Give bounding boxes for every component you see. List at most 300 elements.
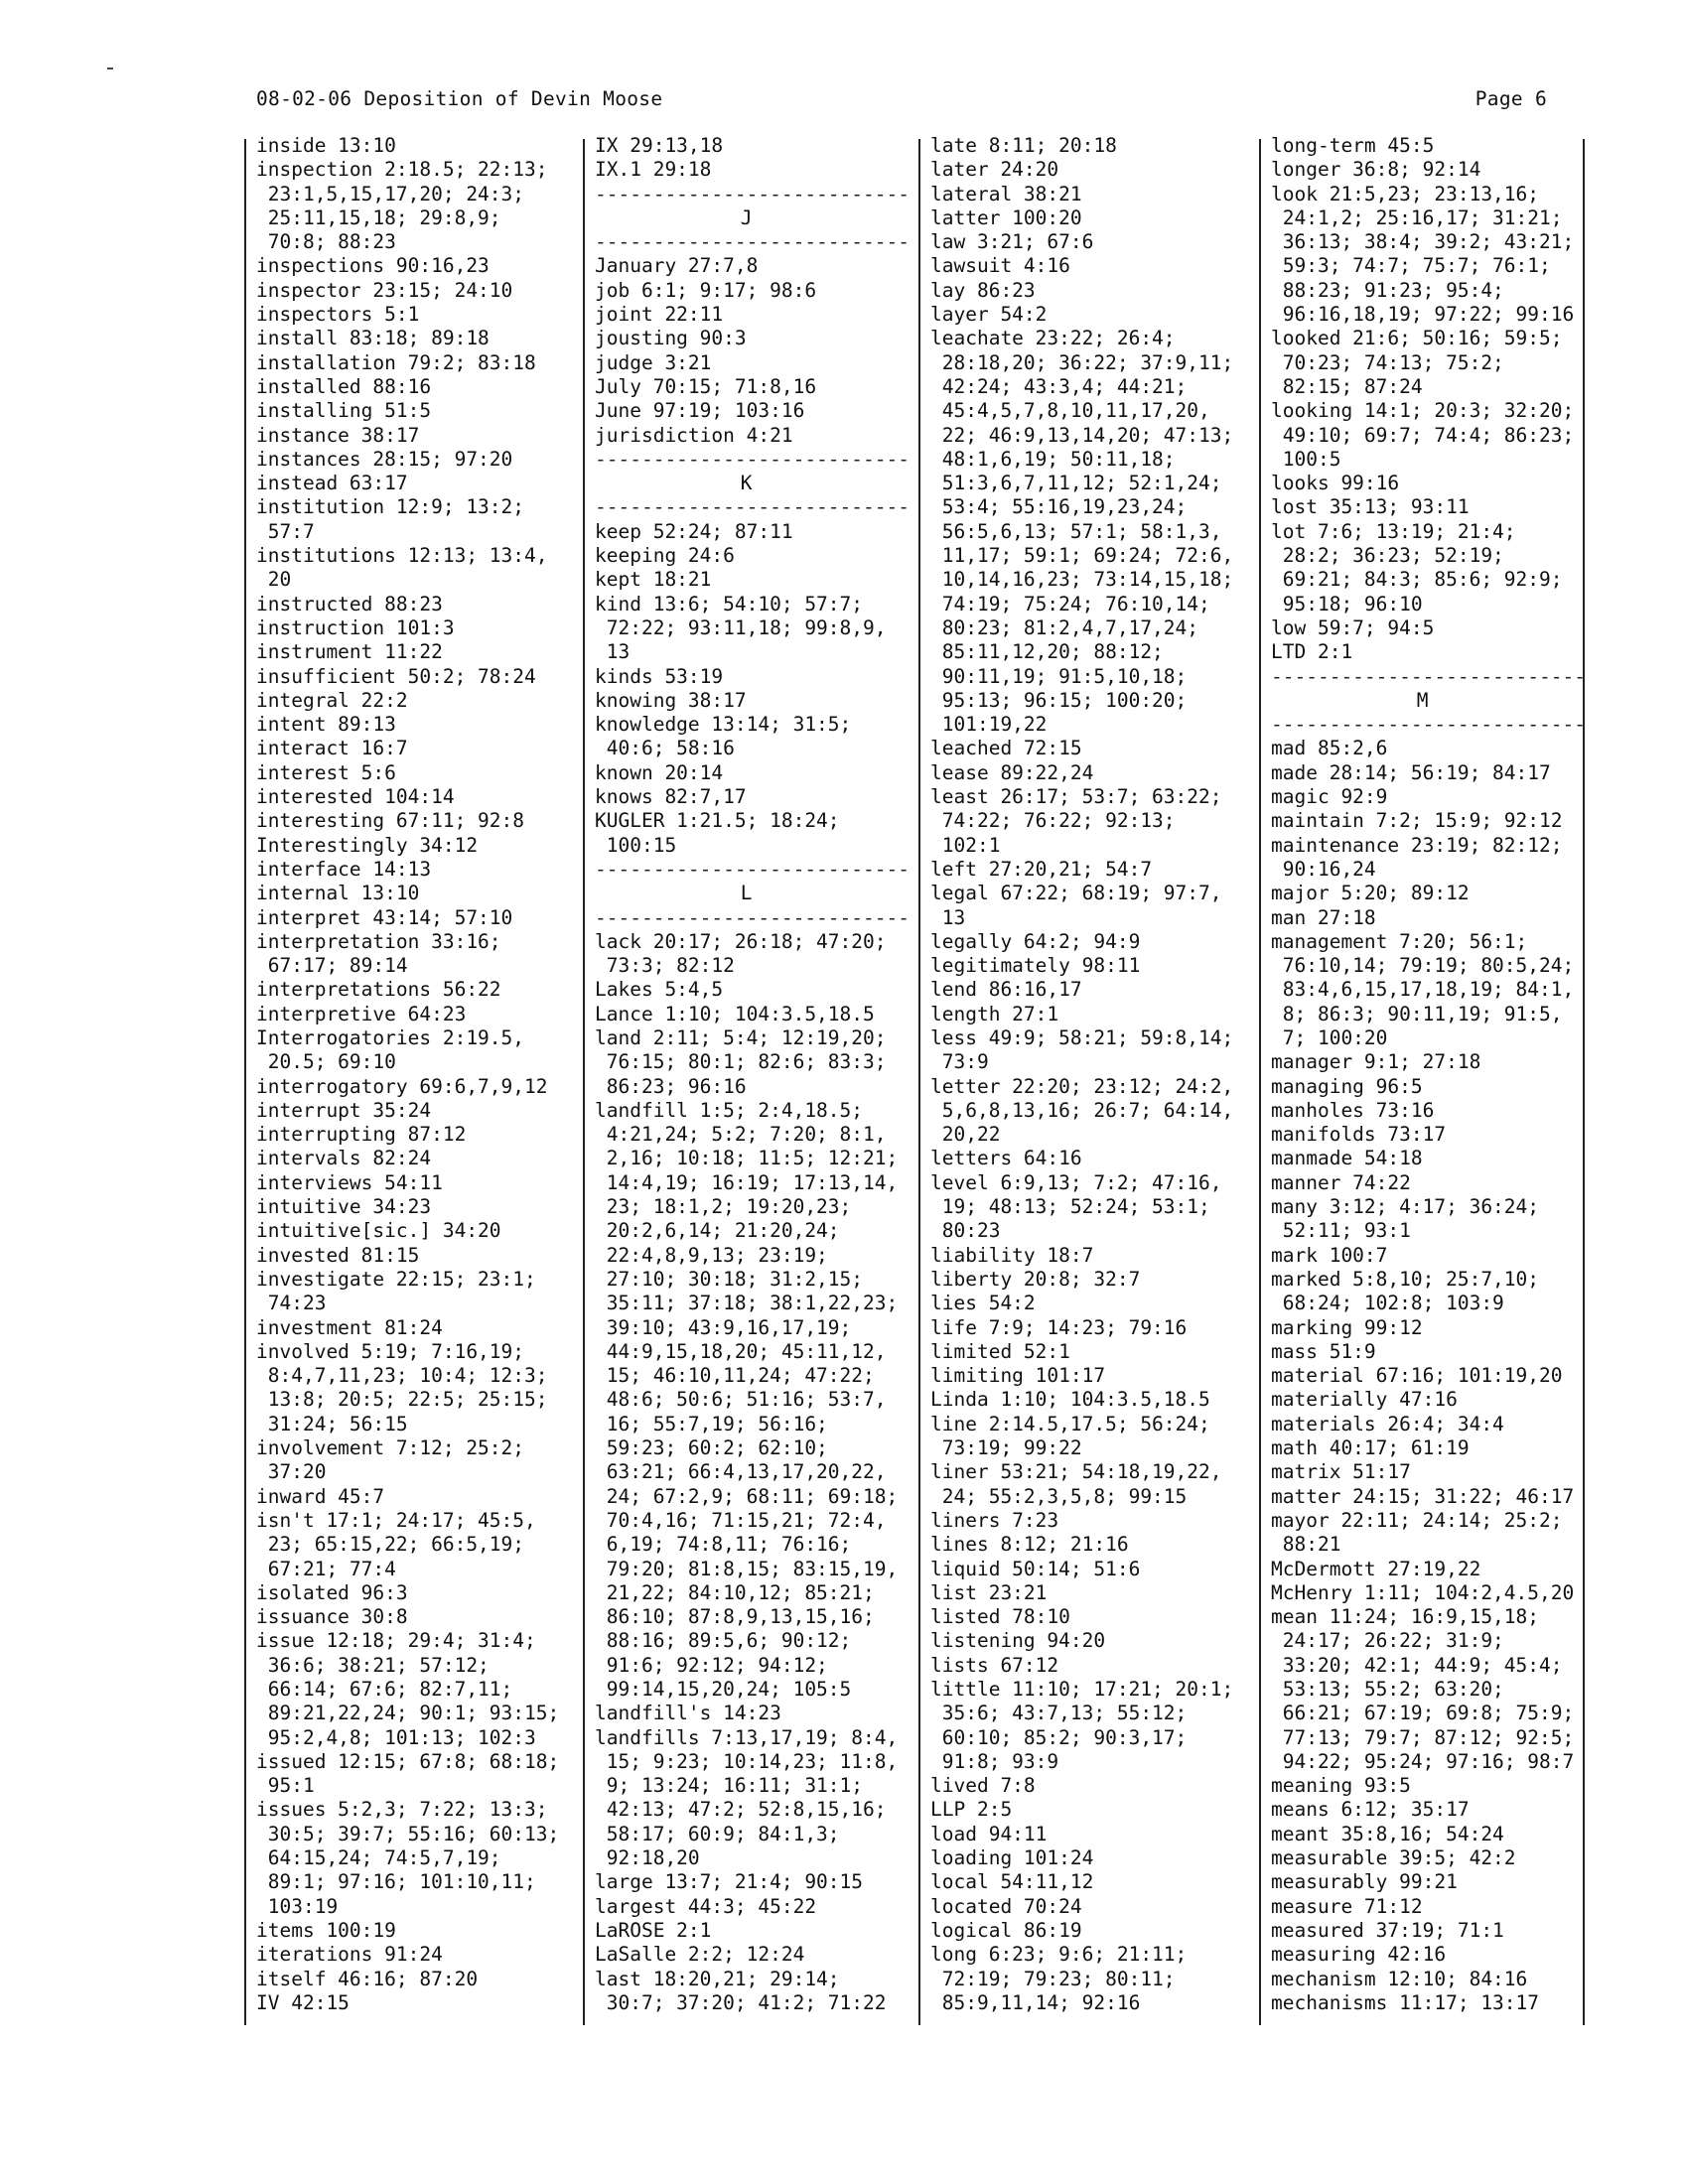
index-entry: longer 36:8; 92:14 [1271, 158, 1481, 182]
index-entry: legal 67:22; 68:19; 97:7, [930, 882, 1222, 905]
index-entry: issues 5:2,3; 7:22; 13:3; [256, 1798, 548, 1822]
section-letter: K [740, 472, 753, 495]
index-entry: 56:5,6,13; 57:1; 58:1,3, [930, 519, 1222, 543]
index-entry: iterations 91:24 [256, 1943, 443, 1967]
index-entry: 30:5; 39:7; 55:16; 60:13; [256, 1822, 560, 1845]
index-entry: 76:10,14; 79:19; 80:5,24; [1271, 954, 1575, 978]
index-entry: mean 11:24; 16:9,15,18; [1271, 1605, 1540, 1629]
index-entry: manholes 73:16 [1271, 1098, 1435, 1122]
index-entry: material 67:16; 101:19,20 [1271, 1364, 1563, 1388]
index-entry: 53:4; 55:16,19,23,24; [930, 495, 1188, 519]
index-entry: 67:21; 77:4 [256, 1557, 396, 1580]
index-entry: McDermott 27:19,22 [1271, 1557, 1481, 1580]
index-entry: manner 74:22 [1271, 1170, 1411, 1194]
index-entry: isolated 96:3 [256, 1580, 408, 1604]
index-entry: installing 51:5 [256, 399, 432, 423]
index-entry: 8:4,7,11,23; 10:4; 12:3; [256, 1364, 548, 1388]
index-entry: instruction 101:3 [256, 615, 455, 639]
index-entry: installation 79:2; 83:18 [256, 350, 536, 374]
index-entry: installed 88:16 [256, 374, 432, 398]
index-entry: matter 24:15; 31:22; 46:17 [1271, 1484, 1575, 1508]
index-entry: lawsuit 4:16 [930, 254, 1070, 278]
index-entry: lack 20:17; 26:18; 47:20; [595, 929, 887, 953]
index-entry: 24:17; 26:22; 31:9; [1271, 1629, 1504, 1653]
index-entry: landfills 7:13,17,19; 8:4, [595, 1725, 899, 1749]
index-entry: managing 96:5 [1271, 1074, 1423, 1098]
index-entry: 20.5; 69:10 [256, 1050, 396, 1074]
index-entry: 67:17; 89:14 [256, 954, 408, 978]
index-entry: 11,17; 59:1; 69:24; 72:6, [930, 544, 1234, 568]
index-entry: known 20:14 [595, 760, 724, 784]
index-entry: 22; 46:9,13,14,20; 47:13; [930, 423, 1234, 447]
index-entry: management 7:20; 56:1; [1271, 929, 1528, 953]
index-entry: less 49:9; 58:21; 59:8,14; [930, 1025, 1234, 1049]
index-entry: 83:4,6,15,17,18,19; 84:1, [1271, 978, 1575, 1002]
index-entry: LTD 2:1 [1271, 640, 1353, 664]
index-entry: 74:22; 76:22; 92:13; [930, 809, 1176, 833]
index-entry: interact 16:7 [256, 737, 408, 760]
index-entry: 6,19; 74:8,11; 76:16; [595, 1533, 852, 1557]
index-entry: lateral 38:21 [930, 182, 1082, 205]
index-entry: magic 92:9 [1271, 785, 1388, 809]
index-entry: 20 [256, 568, 292, 592]
index-entry: mark 100:7 [1271, 1243, 1388, 1267]
index-entry: 25:11,15,18; 29:8,9; [256, 205, 501, 229]
index-entry: mechanisms 11:17; 13:17 [1271, 1990, 1540, 2014]
index-entry: looked 21:6; 50:16; 59:5; [1271, 327, 1563, 350]
index-entry: itself 46:16; 87:20 [256, 1967, 479, 1990]
index-entry: 35:11; 37:18; 38:1,22,23; [595, 1292, 899, 1315]
index-entry: 59:23; 60:2; 62:10; [595, 1436, 828, 1460]
index-entry: load 94:11 [930, 1822, 1048, 1845]
index-entry: 73:3; 82:12 [595, 954, 735, 978]
index-entry: least 26:17; 53:7; 63:22; [930, 785, 1222, 809]
index-entry: 31:24; 56:15 [256, 1412, 408, 1435]
index-entry: 73:19; 99:22 [930, 1436, 1082, 1460]
index-entry: LLP 2:5 [930, 1798, 1013, 1822]
column-divider [918, 139, 920, 2025]
index-entry: marking 99:12 [1271, 1315, 1423, 1339]
index-entry: 80:23 [930, 1219, 1001, 1243]
index-entry: 42:13; 47:2; 52:8,15,16; [595, 1798, 887, 1822]
index-entry: lay 86:23 [930, 278, 1036, 302]
index-entry: 20:2,6,14; 21:20,24; [595, 1219, 840, 1243]
index-entry: 85:11,12,20; 88:12; [930, 640, 1164, 664]
index-entry: KUGLER 1:21.5; 18:24; [595, 809, 840, 833]
index-entry: major 5:20; 89:12 [1271, 882, 1470, 905]
index-entry: 33:20; 42:1; 44:9; 45:4; [1271, 1653, 1563, 1677]
index-entry: 100:5 [1271, 447, 1341, 471]
index-entry: 72:22; 93:11,18; 99:8,9, [595, 615, 887, 639]
index-entry: 91:6; 92:12; 94:12; [595, 1653, 828, 1677]
index-entry: manmade 54:18 [1271, 1147, 1423, 1170]
index-entry: insufficient 50:2; 78:24 [256, 664, 536, 688]
section-separator: --------------------------- [595, 495, 910, 519]
index-entry: 9; 13:24; 16:11; 31:1; [595, 1774, 864, 1798]
index-entry: interest 5:6 [256, 760, 396, 784]
index-entry: made 28:14; 56:19; 84:17 [1271, 760, 1551, 784]
page-number: Page 6 [1474, 87, 1547, 110]
index-entry: McHenry 1:11; 104:2,4.5,20 [1271, 1580, 1575, 1604]
index-entry: 49:10; 69:7; 74:4; 86:23; [1271, 423, 1575, 447]
index-entry: 15; 46:10,11,24; 47:22; [595, 1364, 875, 1388]
index-entry: materially 47:16 [1271, 1388, 1458, 1412]
index-entry: items 100:19 [256, 1918, 396, 1942]
index-entry: 66:21; 67:19; 69:8; 75:9; [1271, 1702, 1575, 1725]
index-entry: 70:23; 74:13; 75:2; [1271, 350, 1504, 374]
index-entry: 13 [930, 905, 966, 929]
index-entry: math 40:17; 61:19 [1271, 1436, 1470, 1460]
index-entry: Lakes 5:4,5 [595, 978, 724, 1002]
index-entry: 74:19; 75:24; 76:10,14; [930, 592, 1210, 615]
index-entry: 95:2,4,8; 101:13; 102:3 [256, 1725, 536, 1749]
index-entry: kept 18:21 [595, 568, 712, 592]
index-entry: intervals 82:24 [256, 1147, 432, 1170]
index-entry: limited 52:1 [930, 1339, 1070, 1363]
index-entry: 13 [595, 640, 631, 664]
index-entry: land 2:11; 5:4; 12:19,20; [595, 1025, 887, 1049]
index-entry: lists 67:12 [930, 1653, 1059, 1677]
index-entry: large 13:7; 21:4; 90:15 [595, 1870, 864, 1894]
index-entry: instructed 88:23 [256, 592, 443, 615]
index-entry: mayor 22:11; 24:14; 25:2; [1271, 1508, 1563, 1532]
index-entry: interpretation 33:16; [256, 929, 501, 953]
index-entry: 40:6; 58:16 [595, 737, 735, 760]
document-title: 08-02-06 Deposition of Devin Moose [256, 87, 663, 110]
index-entry: 15; 9:23; 10:14,23; 11:8, [595, 1749, 899, 1773]
index-entry: inspection 2:18.5; 22:13; [256, 158, 548, 182]
index-entry: landfill's 14:23 [595, 1702, 781, 1725]
index-entry: means 6:12; 35:17 [1271, 1798, 1470, 1822]
index-entry: maintenance 23:19; 82:12; [1271, 833, 1563, 857]
index-entry: 76:15; 80:1; 82:6; 83:3; [595, 1050, 887, 1074]
index-entry: 90:16,24 [1271, 857, 1376, 881]
section-separator: --------------------------- [595, 182, 910, 205]
index-entry: interviews 54:11 [256, 1170, 443, 1194]
index-entry: largest 44:3; 45:22 [595, 1894, 817, 1918]
index-entry: 88:23; 91:23; 95:4; [1271, 278, 1504, 302]
index-entry: issue 12:18; 29:4; 31:4; [256, 1629, 536, 1653]
index-entry: judge 3:21 [595, 350, 712, 374]
index-entry: intent 89:13 [256, 713, 396, 737]
index-entry: inward 45:7 [256, 1484, 385, 1508]
index-entry: 82:15; 87:24 [1271, 374, 1423, 398]
index-entry: Interrogatories 2:19.5, [256, 1025, 525, 1049]
index-entry: lost 35:13; 93:11 [1271, 495, 1470, 519]
index-entry: 70:8; 88:23 [256, 230, 396, 254]
index-entry: 19; 48:13; 52:24; 53:1; [930, 1195, 1210, 1219]
index-entry: letters 64:16 [930, 1147, 1082, 1170]
index-entry: 70:4,16; 71:15,21; 72:4, [595, 1508, 887, 1532]
column-divider [583, 139, 585, 2025]
index-entry: 4:21,24; 5:2; 7:20; 8:1, [595, 1123, 887, 1147]
index-entry: law 3:21; 67:6 [930, 230, 1094, 254]
section-separator: --------------------------- [595, 230, 910, 254]
index-entry: joint 22:11 [595, 303, 724, 327]
section-separator: --------------------------- [595, 905, 910, 929]
index-entry: 79:20; 81:8,15; 83:15,19, [595, 1557, 899, 1580]
index-entry: maintain 7:2; 15:9; 92:12 [1271, 809, 1563, 833]
index-entry: 21,22; 84:10,12; 85:21; [595, 1580, 875, 1604]
index-entry: last 18:20,21; 29:14; [595, 1967, 840, 1990]
index-entry: knowledge 13:14; 31:5; [595, 713, 852, 737]
index-entry: manager 9:1; 27:18 [1271, 1050, 1481, 1074]
index-entry: keeping 24:6 [595, 544, 735, 568]
index-entry: 45:4,5,7,8,10,11,17,20, [930, 399, 1210, 423]
index-entry: jurisdiction 4:21 [595, 423, 793, 447]
index-entry: long-term 45:5 [1271, 134, 1435, 157]
index-entry: line 2:14.5,17.5; 56:24; [930, 1412, 1210, 1435]
index-entry: institutions 12:13; 13:4, [256, 544, 548, 568]
index-entry: mass 51:9 [1271, 1339, 1376, 1363]
index-entry: knowing 38:17 [595, 688, 747, 712]
index-entry: interpretations 56:22 [256, 978, 501, 1002]
index-entry: listed 78:10 [930, 1605, 1070, 1629]
index-entry: interface 14:13 [256, 857, 432, 881]
index-entry: 48:1,6,19; 50:11,18; [930, 447, 1176, 471]
index-entry: 102:1 [930, 833, 1001, 857]
index-entry: loading 101:24 [930, 1846, 1094, 1870]
index-entry: instance 38:17 [256, 423, 420, 447]
index-entry: 36:6; 38:21; 57:12; [256, 1653, 490, 1677]
index-entry: matrix 51:17 [1271, 1460, 1411, 1484]
index-entry: length 27:1 [930, 1002, 1059, 1025]
section-letter: L [740, 882, 753, 905]
index-entry: invested 81:15 [256, 1243, 420, 1267]
index-entry: 80:23; 81:2,4,7,17,24; [930, 615, 1199, 639]
index-entry: 89:21,22,24; 90:1; 93:15; [256, 1702, 560, 1725]
index-entry: instead 63:17 [256, 472, 408, 495]
index-entry: interrupt 35:24 [256, 1098, 432, 1122]
index-entry: liner 53:21; 54:18,19,22, [930, 1460, 1222, 1484]
index-entry: install 83:18; 89:18 [256, 327, 490, 350]
index-entry: 23; 65:15,22; 66:5,19; [256, 1533, 525, 1557]
index-entry: inspectors 5:1 [256, 303, 420, 327]
index-entry: legitimately 98:11 [930, 954, 1141, 978]
index-entry: lines 8:12; 21:16 [930, 1533, 1129, 1557]
index-entry: investment 81:24 [256, 1315, 443, 1339]
index-entry: 5,6,8,13,16; 26:7; 64:14, [930, 1098, 1234, 1122]
index-entry: leached 72:15 [930, 737, 1082, 760]
index-entry: 73:9 [930, 1050, 989, 1074]
index-column-2 [595, 134, 910, 2015]
column-divider [244, 139, 246, 2025]
index-entry: 85:9,11,14; 92:16 [930, 1990, 1141, 2014]
index-entry: 92:18,20 [595, 1846, 700, 1870]
section-separator: --------------------------- [1271, 713, 1586, 737]
index-entry: 20,22 [930, 1123, 1001, 1147]
index-entry: investigate 22:15; 23:1; [256, 1267, 536, 1291]
index-entry: institution 12:9; 13:2; [256, 495, 525, 519]
index-entry: 58:17; 60:9; 84:1,3; [595, 1822, 840, 1845]
index-entry: latter 100:20 [930, 205, 1082, 229]
index-entry: knows 82:7,17 [595, 785, 747, 809]
index-entry: logical 86:19 [930, 1918, 1082, 1942]
index-entry: 24; 67:2,9; 68:11; 69:18; [595, 1484, 899, 1508]
index-column-3 [930, 134, 1233, 2015]
index-entry: interpretive 64:23 [256, 1002, 467, 1025]
index-entry: measured 37:19; 71:1 [1271, 1918, 1504, 1942]
index-entry: isn't 17:1; 24:17; 45:5, [256, 1508, 536, 1532]
index-entry: 42:24; 43:3,4; 44:21; [930, 374, 1188, 398]
index-entry: 51:3,6,7,11,12; 52:1,24; [930, 472, 1222, 495]
index-entry: 100:15 [595, 833, 677, 857]
index-entry: IV 42:15 [256, 1990, 350, 2014]
index-entry: 37:20 [256, 1460, 327, 1484]
index-entry: 95:18; 96:10 [1271, 592, 1423, 615]
index-entry: man 27:18 [1271, 905, 1376, 929]
index-entry: level 6:9,13; 7:2; 47:16, [930, 1170, 1222, 1194]
index-entry: 2,16; 10:18; 11:5; 12:21; [595, 1147, 899, 1170]
index-entry: 57:7 [256, 519, 315, 543]
index-entry: 14:4,19; 16:19; 17:13,14, [595, 1170, 899, 1194]
index-entry: 24; 55:2,3,5,8; 99:15 [930, 1484, 1188, 1508]
index-entry: 64:15,24; 74:5,7,19; [256, 1846, 501, 1870]
index-entry: issued 12:15; 67:8; 68:18; [256, 1749, 560, 1773]
index-entry: life 7:9; 14:23; 79:16 [930, 1315, 1188, 1339]
index-entry: layer 54:2 [930, 303, 1048, 327]
index-entry: mad 85:2,6 [1271, 737, 1388, 760]
section-separator: --------------------------- [595, 447, 910, 471]
index-entry: internal 13:10 [256, 882, 420, 905]
index-entry: liners 7:23 [930, 1508, 1059, 1532]
index-entry: 86:23; 96:16 [595, 1074, 747, 1098]
index-entry: inside 13:10 [256, 134, 396, 157]
index-entry: 72:19; 79:23; 80:11; [930, 1967, 1176, 1990]
index-entry: 66:14; 67:6; 82:7,11; [256, 1678, 513, 1701]
index-entry: inspector 23:15; 24:10 [256, 278, 513, 302]
index-entry: 28:18,20; 36:22; 37:9,11; [930, 350, 1234, 374]
index-entry: 89:1; 97:16; 101:10,11; [256, 1870, 536, 1894]
index-entry: 103:19 [256, 1894, 339, 1918]
index-entry: 52:11; 93:1 [1271, 1219, 1411, 1243]
index-entry: located 70:24 [930, 1894, 1082, 1918]
index-entry: 86:10; 87:8,9,13,15,16; [595, 1605, 875, 1629]
index-entry: 96:16,18,19; 97:22; 99:16 [1271, 303, 1575, 327]
index-entry: many 3:12; 4:17; 36:24; [1271, 1195, 1540, 1219]
index-entry: 95:13; 96:15; 100:20; [930, 688, 1188, 712]
corner-mark [107, 68, 113, 69]
index-entry: job 6:1; 9:17; 98:6 [595, 278, 817, 302]
index-entry: look 21:5,23; 23:13,16; [1271, 182, 1540, 205]
index-entry: 60:10; 85:2; 90:3,17; [930, 1725, 1188, 1749]
section-separator: --------------------------- [1271, 664, 1586, 688]
index-entry: legally 64:2; 94:9 [930, 929, 1141, 953]
index-entry: meaning 93:5 [1271, 1774, 1411, 1798]
index-entry: 69:21; 84:3; 85:6; 92:9; [1271, 568, 1563, 592]
index-entry: listening 94:20 [930, 1629, 1106, 1653]
index-entry: little 11:10; 17:21; 20:1; [930, 1678, 1234, 1701]
index-entry: limiting 101:17 [930, 1364, 1106, 1388]
index-entry: 44:9,15,18,20; 45:11,12, [595, 1339, 887, 1363]
index-column-1 [256, 134, 559, 2015]
index-entry: involvement 7:12; 25:2; [256, 1436, 525, 1460]
index-entry: left 27:20,21; 54:7 [930, 857, 1153, 881]
index-entry: lies 54:2 [930, 1292, 1036, 1315]
index-entry: 23:1,5,15,17,20; 24:3; [256, 182, 525, 205]
index-entry: lease 89:22,24 [930, 760, 1094, 784]
index-entry: 16; 55:7,19; 56:16; [595, 1412, 828, 1435]
index-entry: 27:10; 30:18; 31:2,15; [595, 1267, 864, 1291]
index-entry: lived 7:8 [930, 1774, 1036, 1798]
index-entry: list 23:21 [930, 1580, 1048, 1604]
index-entry: 10,14,16,23; 73:14,15,18; [930, 568, 1234, 592]
index-column-4 [1271, 134, 1586, 2015]
index-entry: 90:11,19; 91:5,10,18; [930, 664, 1188, 688]
index-entry: leachate 23:22; 26:4; [930, 327, 1176, 350]
index-entry: 99:14,15,20,24; 105:5 [595, 1678, 852, 1701]
index-entry: late 8:11; 20:18 [930, 134, 1117, 157]
index-entry: liberty 20:8; 32:7 [930, 1267, 1141, 1291]
index-entry: 74:23 [256, 1292, 327, 1315]
index-entry: 94:22; 95:24; 97:16; 98:7 [1271, 1749, 1575, 1773]
index-entry: keep 52:24; 87:11 [595, 519, 793, 543]
index-entry: landfill 1:5; 2:4,18.5; [595, 1098, 864, 1122]
index-entry: 53:13; 55:2; 63:20; [1271, 1678, 1504, 1701]
index-entry: 22:4,8,9,13; 23:19; [595, 1243, 828, 1267]
index-entry: 101:19,22 [930, 713, 1048, 737]
index-entry: lot 7:6; 13:19; 21:4; [1271, 519, 1516, 543]
index-entry: low 59:7; 94:5 [1271, 615, 1435, 639]
index-entry: liability 18:7 [930, 1243, 1094, 1267]
index-entry: 88:21 [1271, 1533, 1341, 1557]
index-entry: LaROSE 2:1 [595, 1918, 712, 1942]
index-entry: looking 14:1; 20:3; 32:20; [1271, 399, 1575, 423]
index-entry: measurably 99:21 [1271, 1870, 1458, 1894]
index-entry: Lance 1:10; 104:3.5,18.5 [595, 1002, 875, 1025]
index-entry: 63:21; 66:4,13,17,20,22, [595, 1460, 887, 1484]
index-entry: instrument 11:22 [256, 640, 443, 664]
section-separator: --------------------------- [595, 857, 910, 881]
section-letter: J [740, 205, 753, 229]
index-entry: Linda 1:10; 104:3.5,18.5 [930, 1388, 1210, 1412]
index-entry: long 6:23; 9:6; 21:11; [930, 1943, 1188, 1967]
index-entry: January 27:7,8 [595, 254, 759, 278]
index-entry: interesting 67:11; 92:8 [256, 809, 525, 833]
index-entry: June 97:19; 103:16 [595, 399, 805, 423]
index-entry: July 70:15; 71:8,16 [595, 374, 817, 398]
index-entry: instances 28:15; 97:20 [256, 447, 513, 471]
index-entry: measurable 39:5; 42:2 [1271, 1846, 1516, 1870]
index-entry: 39:10; 43:9,16,17,19; [595, 1315, 852, 1339]
index-entry: manifolds 73:17 [1271, 1123, 1447, 1147]
index-entry: 24:1,2; 25:16,17; 31:21; [1271, 205, 1563, 229]
index-entry: issuance 30:8 [256, 1605, 408, 1629]
index-entry: marked 5:8,10; 25:7,10; [1271, 1267, 1540, 1291]
index-entry: meant 35:8,16; 54:24 [1271, 1822, 1504, 1845]
index-entry: 59:3; 74:7; 75:7; 76:1; [1271, 254, 1551, 278]
index-entry: later 24:20 [930, 158, 1059, 182]
index-entry: 77:13; 79:7; 87:12; 92:5; [1271, 1725, 1575, 1749]
index-entry: 23; 18:1,2; 19:20,23; [595, 1195, 852, 1219]
index-entry: interrogatory 69:6,7,9,12 [256, 1074, 548, 1098]
section-letter: M [1416, 688, 1429, 712]
index-entry: integral 22:2 [256, 688, 408, 712]
index-entry: 8; 86:3; 90:11,19; 91:5, [1271, 1002, 1563, 1025]
index-entry: 88:16; 89:5,6; 90:12; [595, 1629, 852, 1653]
index-entry: 36:13; 38:4; 39:2; 43:21; [1271, 230, 1575, 254]
index-entry: 35:6; 43:7,13; 55:12; [930, 1702, 1188, 1725]
index-entry: kind 13:6; 54:10; 57:7; [595, 592, 864, 615]
column-divider [1259, 139, 1261, 2025]
index-entry: interested 104:14 [256, 785, 455, 809]
index-entry: letter 22:20; 23:12; 24:2, [930, 1074, 1234, 1098]
index-entry: LaSalle 2:2; 12:24 [595, 1943, 805, 1967]
index-entry: IX.1 29:18 [595, 158, 712, 182]
index-entry: interpret 43:14; 57:10 [256, 905, 513, 929]
index-entry: involved 5:19; 7:16,19; [256, 1339, 525, 1363]
index-entry: 95:1 [256, 1774, 315, 1798]
